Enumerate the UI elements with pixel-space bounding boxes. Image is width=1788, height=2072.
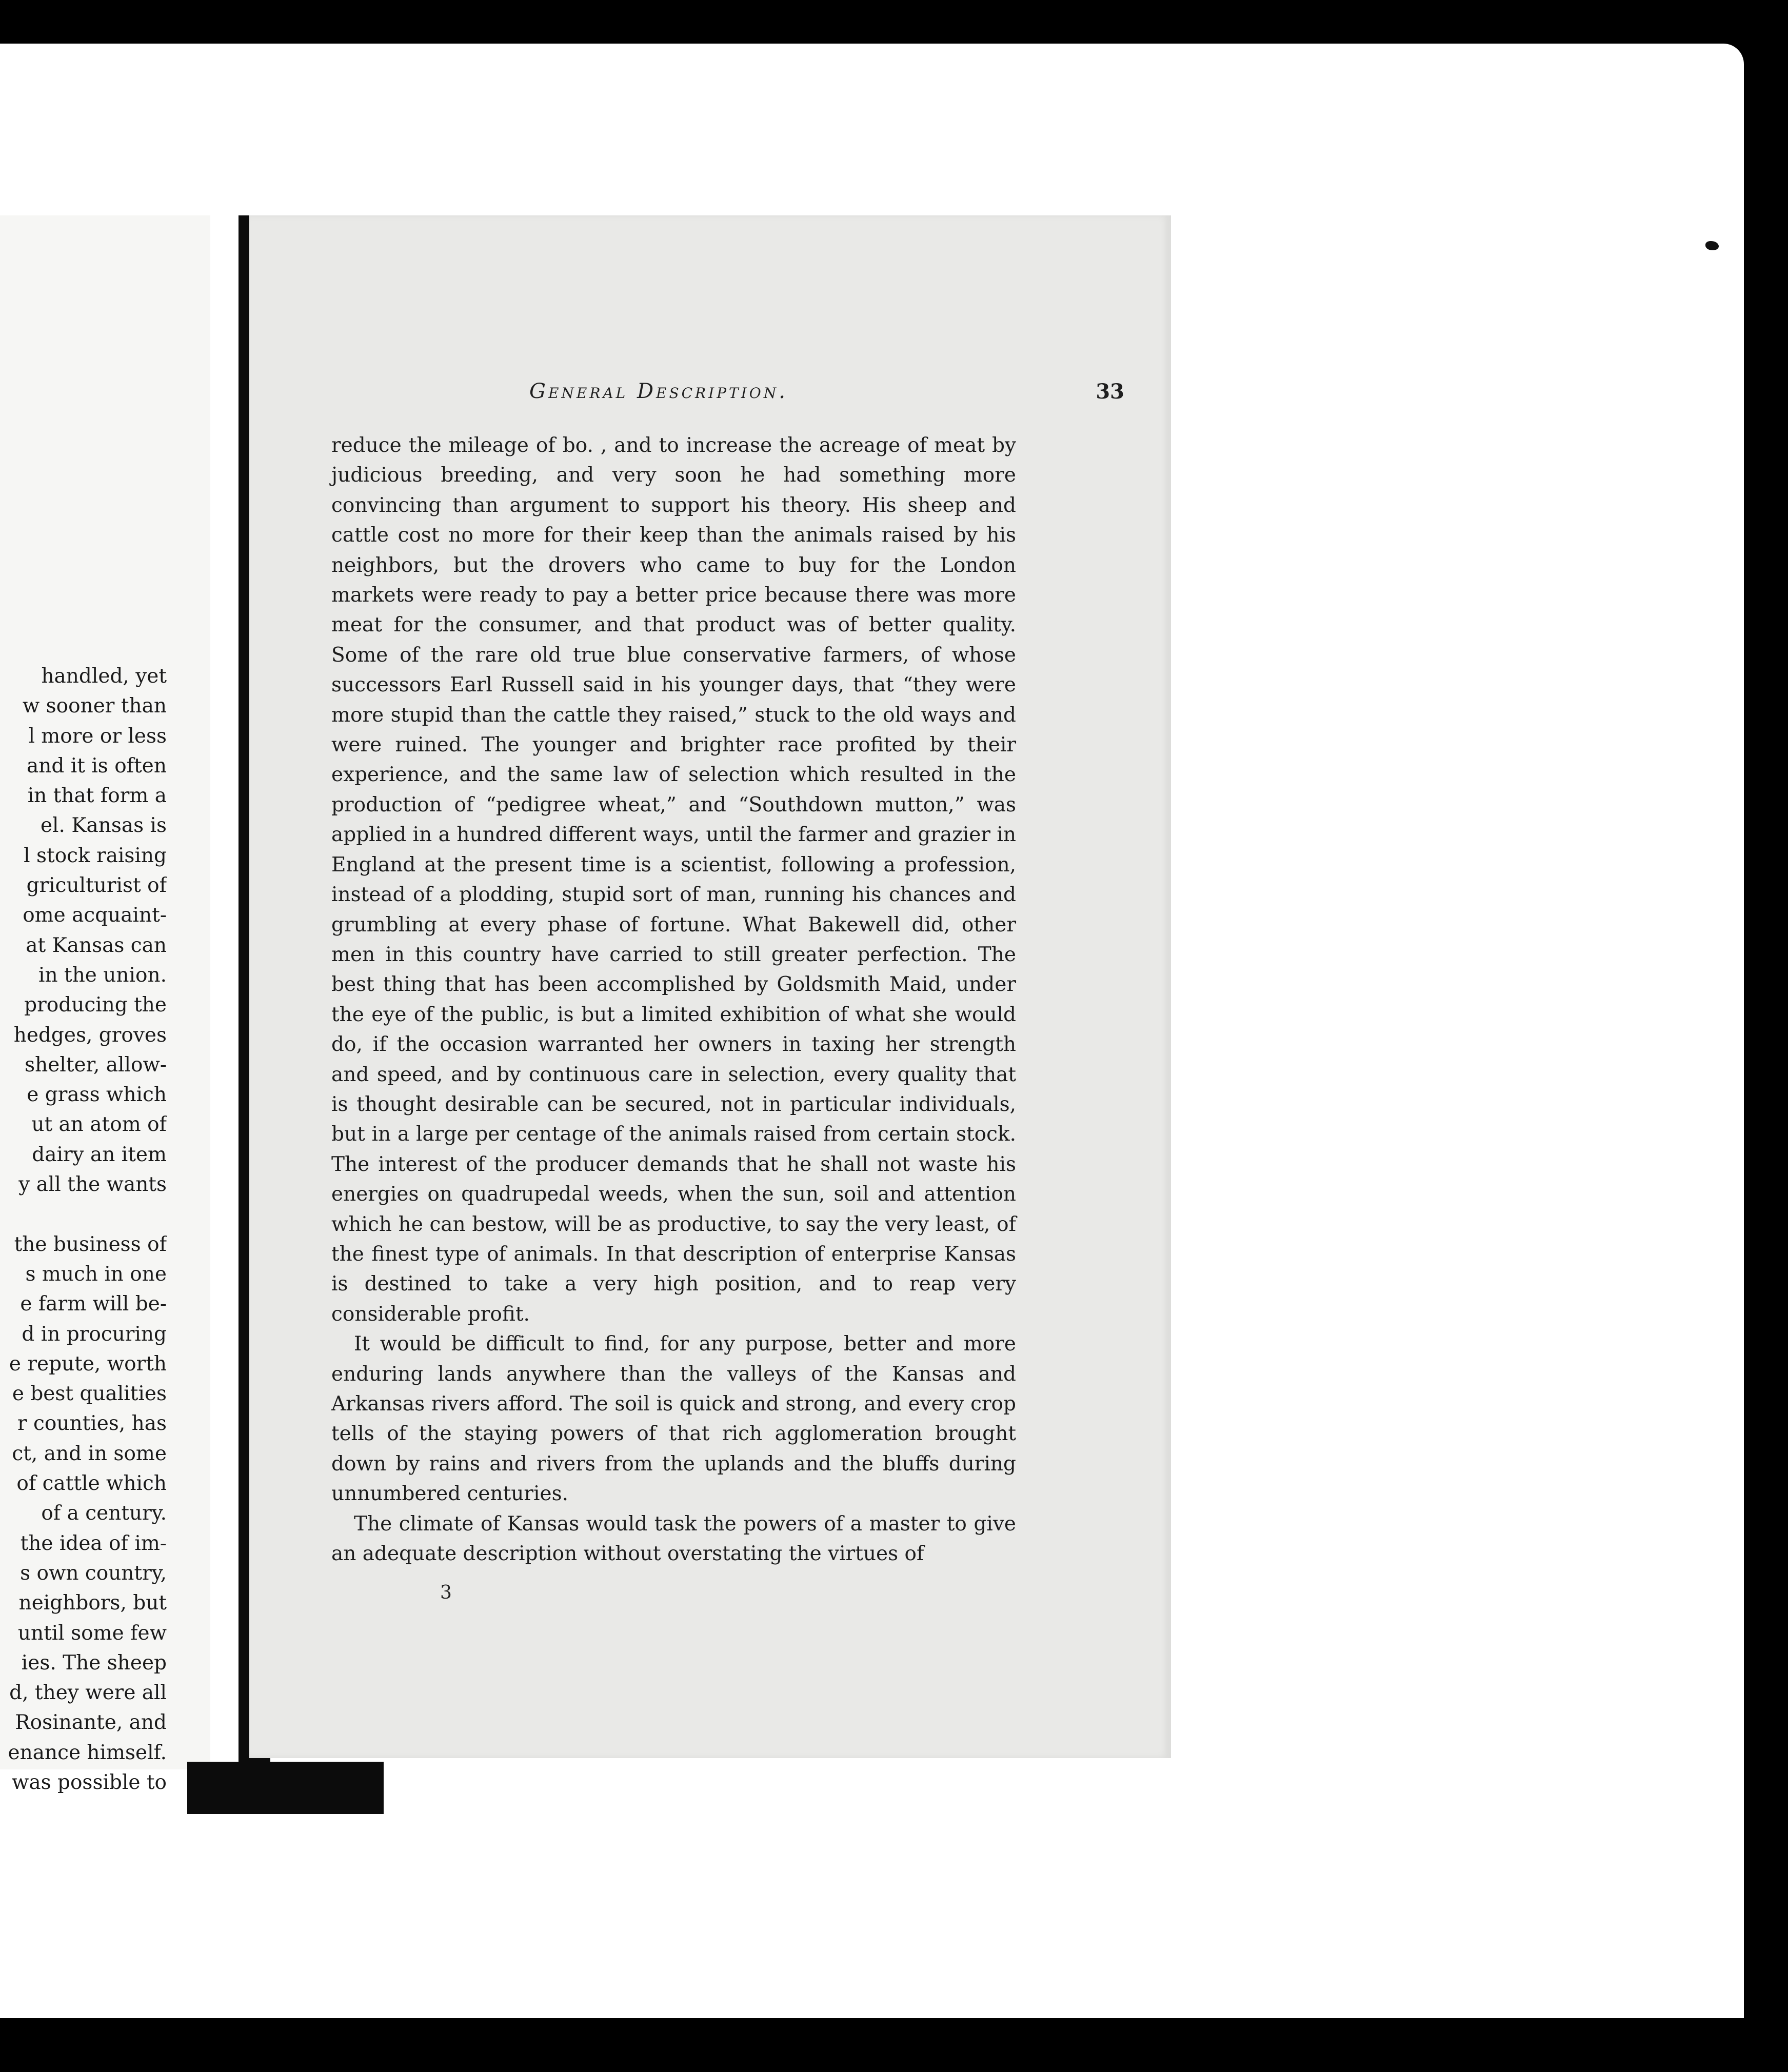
left-page-line: was possible to <box>11 1770 167 1794</box>
left-page-line <box>0 1200 167 1229</box>
left-page <box>0 215 210 1794</box>
left-page-line: w sooner than <box>22 694 167 718</box>
left-page-line: s own country, <box>20 1561 167 1585</box>
left-page-line: dairy an item <box>32 1143 167 1166</box>
left-page-line: griculturist of <box>26 874 167 898</box>
left-page-line: the idea of im- <box>20 1531 167 1555</box>
left-page-line: e farm will be- <box>20 1292 167 1316</box>
left-page-line: enance himself. <box>8 1741 167 1764</box>
left-page-line: in the union. <box>38 963 167 987</box>
page-number: 33 <box>1096 380 1124 404</box>
left-page-line: l more or less <box>28 724 167 748</box>
left-page-line: Rosinante, and <box>15 1711 167 1735</box>
left-page-line: ct, and in some <box>12 1442 167 1465</box>
binding-tab <box>187 1762 384 1814</box>
left-page-line: e best qualities <box>12 1382 167 1406</box>
left-page-line: ies. The sheep <box>21 1651 167 1675</box>
left-page-line: l stock raising <box>24 844 167 867</box>
paragraph: The climate of Kansas would task the powers of a master to give an adequate description without overstating the virtues of <box>331 1512 1016 1566</box>
running-head: General Description. <box>529 380 788 403</box>
paragraph: reduce the mileage of bo. , and to increase the acreage of meat by judicious breeding, and very soon he had something more convincing than argument to support his theory. His sheep and cattle cost no more for their keep than the animals raised by his neighbors, but the drovers who came to buy for the London markets were ready to pay a better price because there was more meat for the consumer, and that product was of better quality. Some of the rare old true blue conservative farmers, of whose successors Earl Russell said in his younger days, that “they were more stupid than the cattle they raised,” stuck to the old ways and were ruined. The younger and brighter race profited by their experience, and the same law of selection which resulted in the production of “pedigree wheat,” and “Southdown mutton,” was applied in a hundred different ways, until the farmer and grazier in England at the present time is a scientist, following a profession, instead of a plodding, stupid sort of man, running his chances and grumbling at every phase of fortune. What Bakewell did, other men in this country have carried to still greater perfection. The best thing that has been accomplished by Goldsmith Maid, under the eye of the public, is but a limited exhibition of what she would do, if the occasion warranted her owners in taxing her strength and speed, and by continuous care in selection, every quality that is thought desirable can be secured, not in particular individuals, but in a large per centage of the animals raised from certain stock. The interest of the producer demands that he shall not waste his energies on quadrupedal weeds, when the sun, soil and attention which he can bestow, will be as productive, to say the very least, of the finest type of animals. In that description of enterprise Kansas is destined to take a very high position, and to reap very considerable profit. <box>331 434 1016 1326</box>
left-page-text <box>0 662 167 1798</box>
paragraph: It would be difficult to find, for any purpose, better and more enduring lands anywhere than the valleys of the Kansas and Arkansas rivers afford. The soil is quick and strong, and every crop tells of the staying powers of that rich agglomeration brought down by rains and rivers from the uplands and the bluffs during unnumbered centuries. <box>331 1332 1016 1506</box>
left-page-line: at Kansas can <box>26 933 167 957</box>
left-page-line: d, they were all <box>9 1681 167 1705</box>
left-page-line: y all the wants <box>18 1173 167 1197</box>
left-page-line: d in procuring <box>22 1322 167 1346</box>
left-page-line: e grass which <box>27 1083 167 1107</box>
signature-mark: 3 <box>440 1582 452 1603</box>
page-header <box>529 380 1124 410</box>
left-page-line: ome acquaint- <box>23 904 167 927</box>
left-page-line: until some few <box>17 1621 167 1645</box>
body-text <box>331 431 1016 1569</box>
left-page-line: el. Kansas is <box>40 814 167 838</box>
left-page-line: e repute, worth <box>9 1352 167 1376</box>
left-page-line: s much in one <box>25 1262 167 1286</box>
left-page-line: producing the <box>24 993 167 1017</box>
left-page-line: shelter, allow- <box>25 1053 167 1077</box>
left-page-line: the business of <box>14 1232 167 1256</box>
left-page-line: neighbors, but <box>18 1591 167 1615</box>
left-page-line: of a century. <box>41 1502 167 1525</box>
scan-speck <box>1705 241 1719 250</box>
left-page-line: r counties, has <box>17 1412 167 1436</box>
left-page-line: handled, yet <box>41 665 167 688</box>
left-page-line: ut an atom of <box>31 1113 167 1137</box>
left-page-line: hedges, groves <box>13 1023 167 1047</box>
left-page-line: and it is often <box>27 754 167 778</box>
left-page-line: in that form a <box>27 784 167 808</box>
left-page-line: of cattle which <box>16 1472 167 1496</box>
